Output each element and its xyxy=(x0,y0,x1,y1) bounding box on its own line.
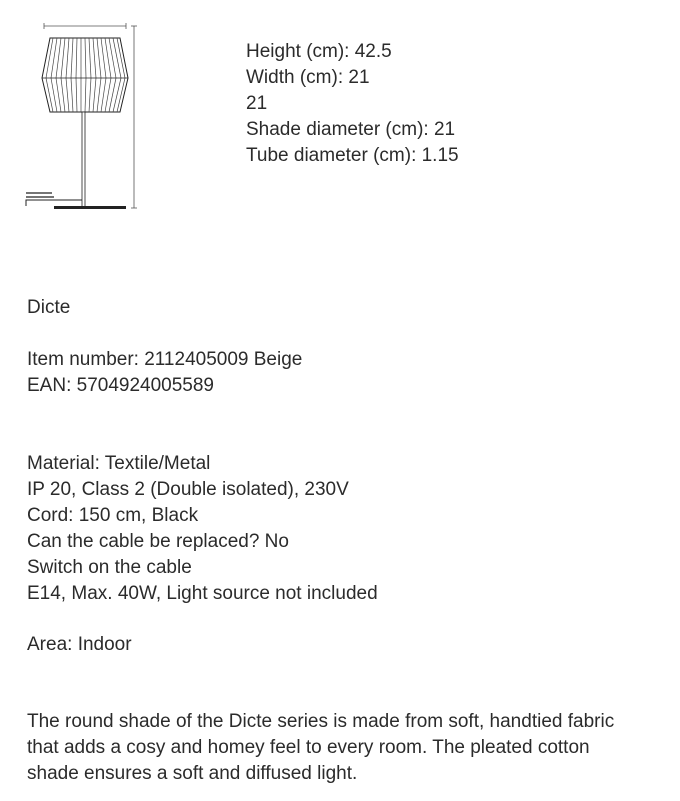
description-line: The round shade of the Dicte series is made from soft, handtied fabric xyxy=(27,711,615,732)
shade-diameter-value: Shade diameter (cm): 21 xyxy=(246,119,456,140)
description-line: that adds a cosy and homey feel to every room. The pleated cotton xyxy=(27,737,590,758)
height-value: Height (cm): 42.5 xyxy=(246,41,392,62)
spec-light-source: E14, Max. 40W, Light source not included xyxy=(27,583,378,604)
area-info: Area: Indoor xyxy=(27,634,132,655)
width-value: Width (cm): 21 xyxy=(246,67,370,88)
spec-switch: Switch on the cable xyxy=(27,557,192,578)
spec-cord: Cord: 150 cm, Black xyxy=(27,505,199,526)
spec-ip-class: IP 20, Class 2 (Double isolated), 230V xyxy=(27,479,349,500)
ean-code: EAN: 5704924005589 xyxy=(27,375,214,396)
specifications-list xyxy=(27,451,378,607)
product-description xyxy=(27,709,667,787)
product-identifiers xyxy=(27,347,302,399)
lamp-technical-drawing xyxy=(24,22,139,217)
product-name: Dicte xyxy=(27,297,71,318)
spec-cable-replace: Can the cable be replaced? No xyxy=(27,531,289,552)
spec-material: Material: Textile/Metal xyxy=(27,453,211,474)
dimensions-list xyxy=(246,39,459,169)
item-number: Item number: 2112405009 Beige xyxy=(27,349,303,370)
tube-diameter-value: Tube diameter (cm): 1.15 xyxy=(246,145,459,166)
dimension-extra: 21 xyxy=(246,93,268,114)
description-line: shade ensures a soft and diffused light. xyxy=(27,763,358,784)
